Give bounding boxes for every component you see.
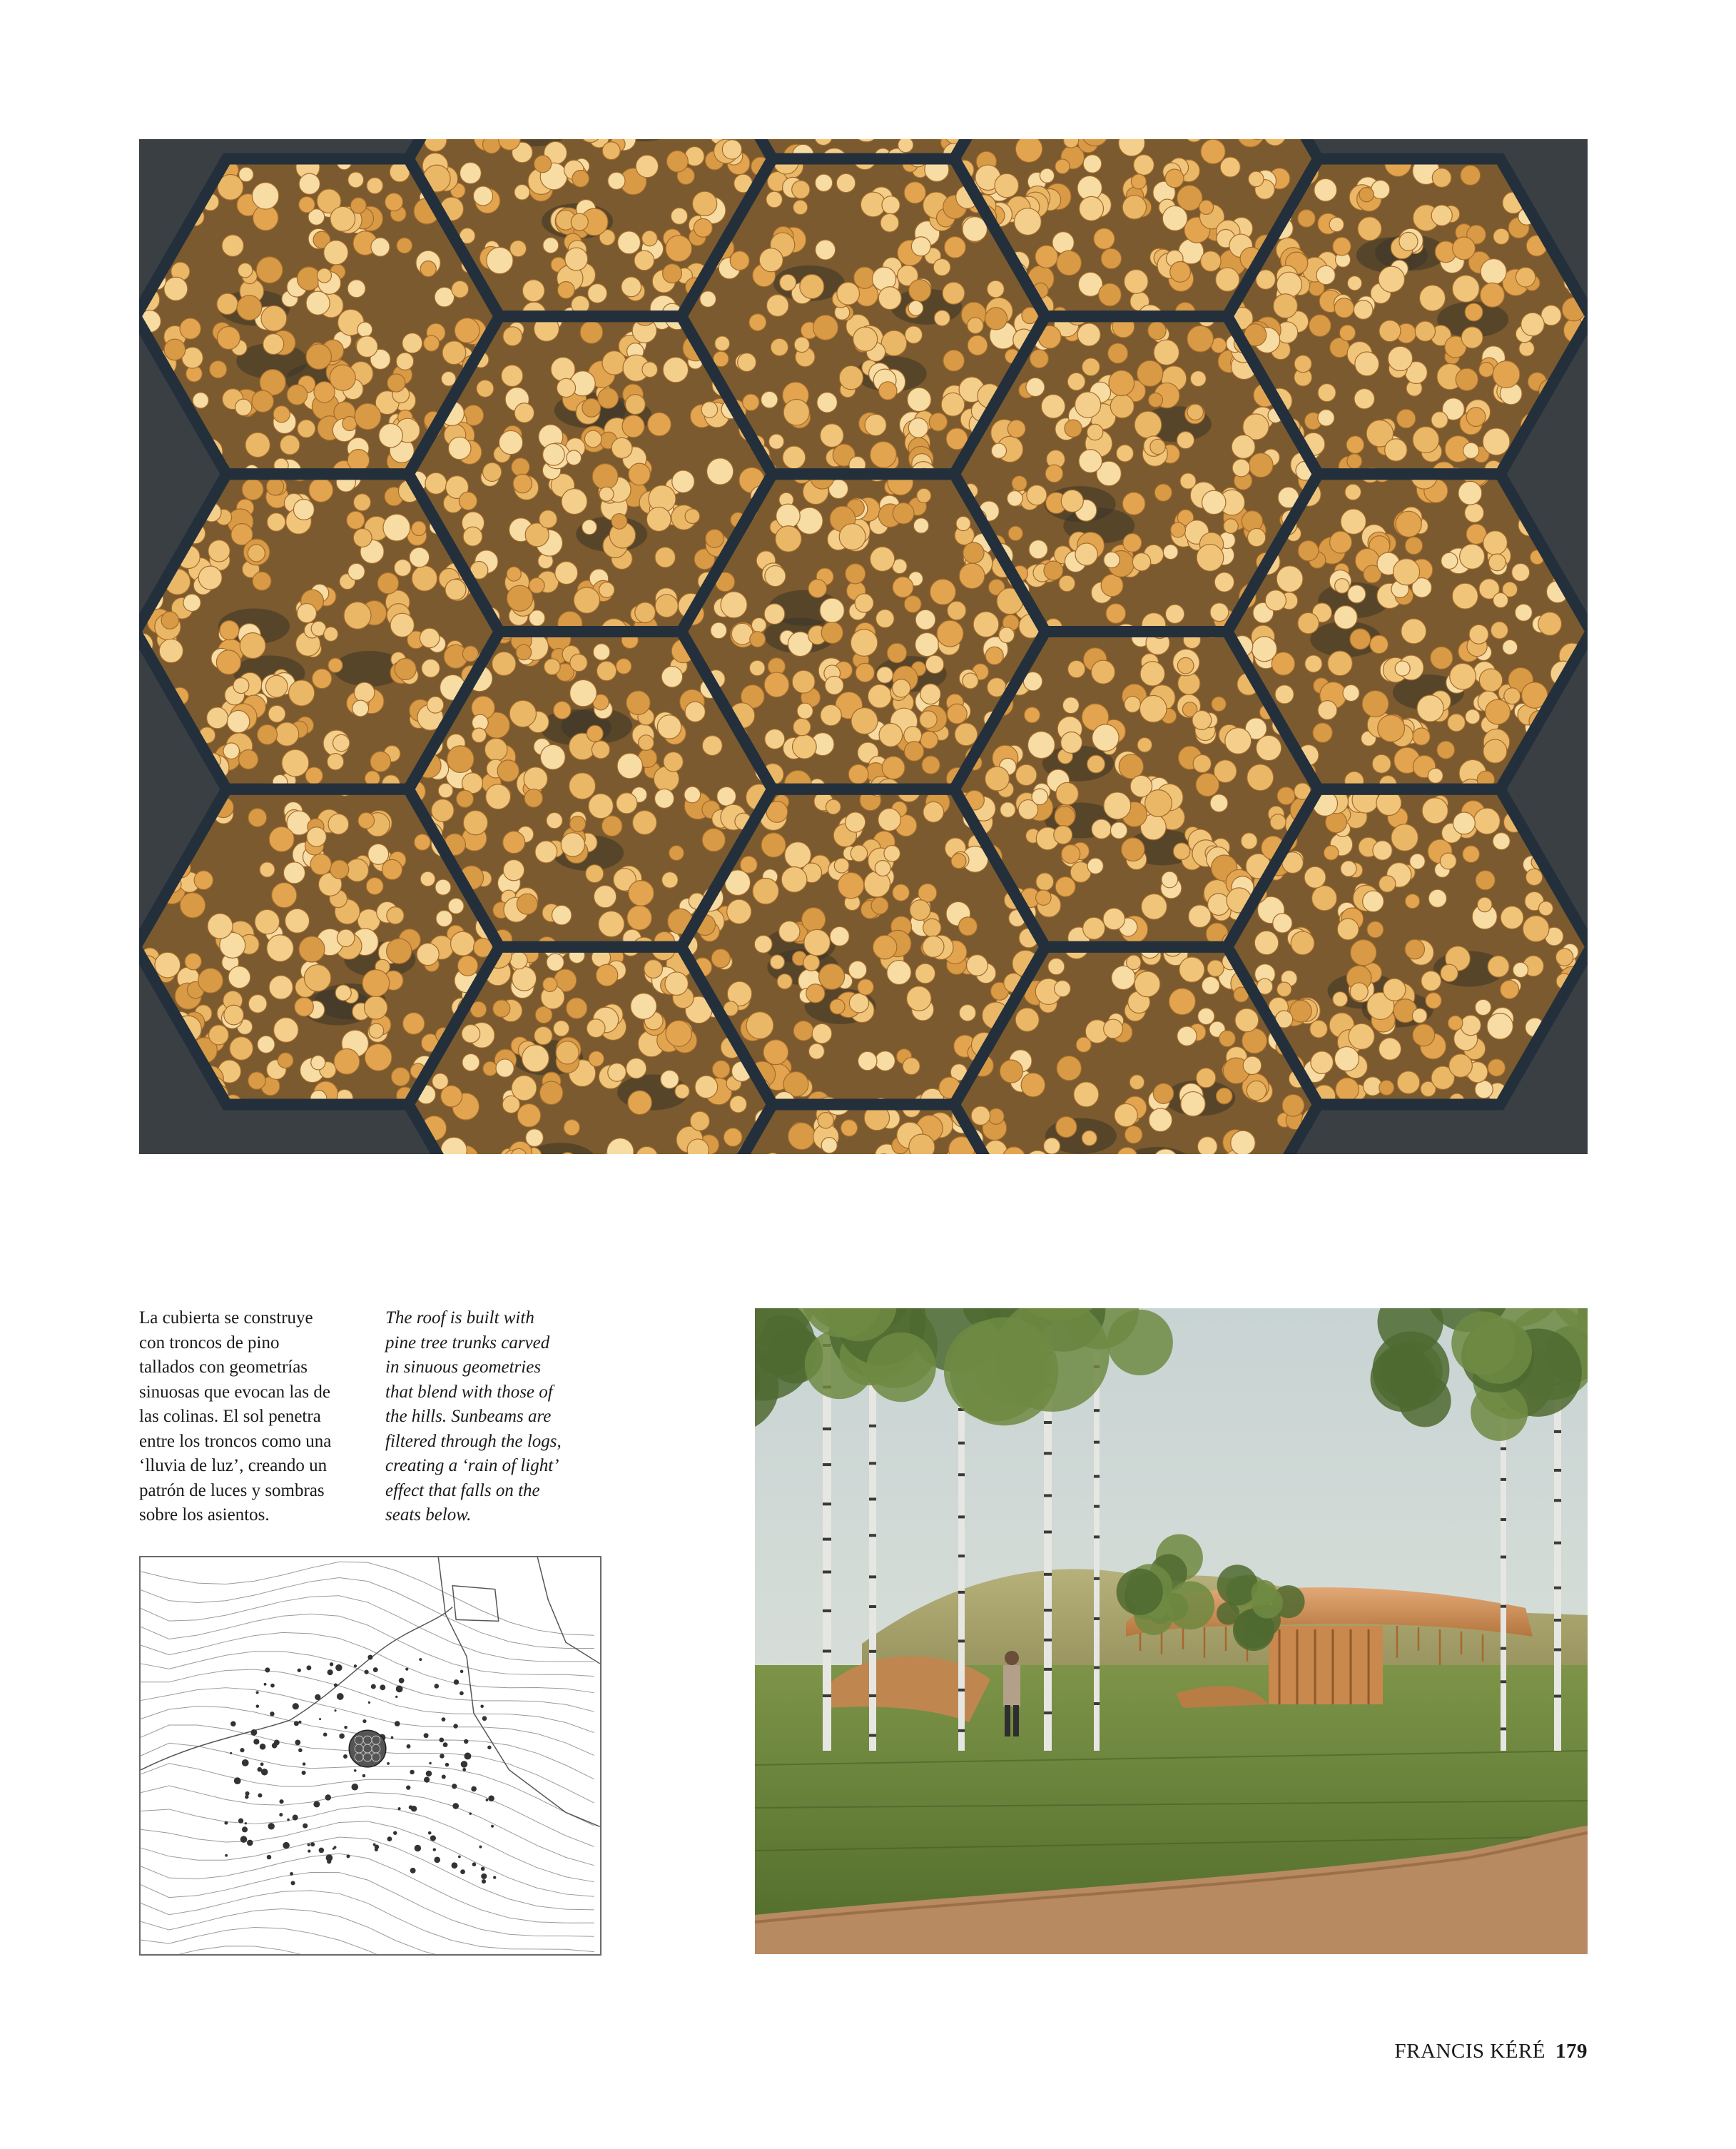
page-folio <box>1395 2040 1588 2063</box>
caption-spanish: La cubierta se construye con troncos de pino tallados con geometrías sinuosas que evocan las de las colinas. El sol penetra entre los troncos como una ‘lluvia de luz’, creando un patrón de luces y sombras sobre los asientos. <box>139 1308 332 1524</box>
folio-author-name: FRANCIS KÉRÉ <box>1394 2040 1545 2063</box>
pavilion-rendering-photo <box>755 1308 1588 1954</box>
caption-english: The roof is built with pine tree trunks carved in sinuous geometries that blend with those of the hills. Sunbeams are filtered through the logs, creating a ‘rain of light’ effect that falls on the seats below. <box>385 1308 562 1524</box>
aerial-roof-photo <box>139 139 1588 1154</box>
page-number: 179 <box>1555 2040 1588 2063</box>
honeycomb-log-roof-image <box>139 139 1588 1154</box>
pavilion-in-landscape-image <box>755 1308 1588 1954</box>
pavilion-plan-icon <box>349 1730 386 1767</box>
site-plan-drawing <box>139 1556 601 1956</box>
topographic-site-plan <box>141 1557 600 1954</box>
